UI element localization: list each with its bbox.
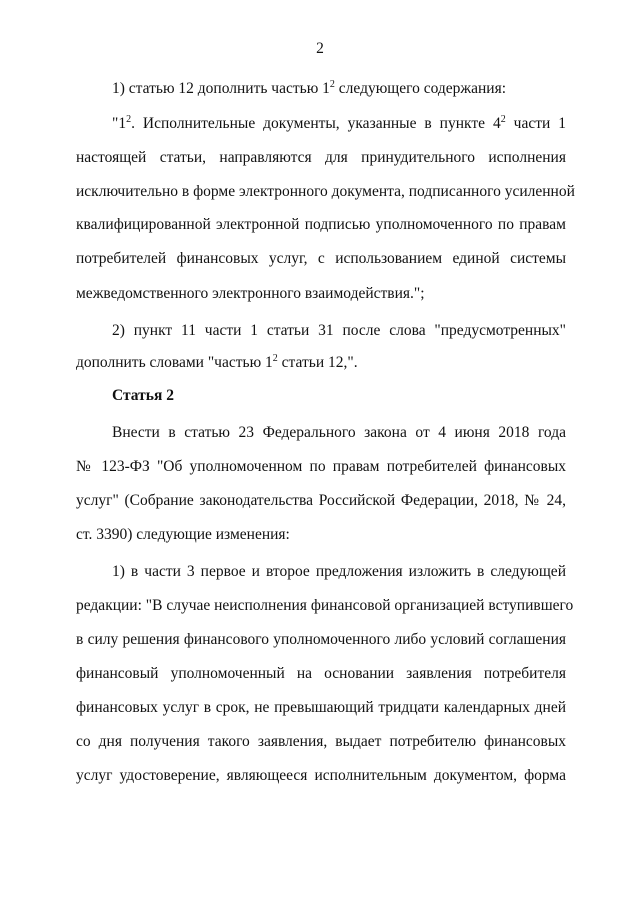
amendment-item-2-text: дополнить словами "частью 1 [76,354,273,371]
quote-open: "1 [112,115,127,132]
quote-first-suffix: части 1 [505,115,567,132]
quote-line: межведомственного электронного взаимодействия."; [76,285,425,302]
article-2-line: № 123-ФЗ "Об уполномоченном по правам потребителей финансовых [76,458,566,475]
amendment-item-3-line: редакции: "В случае неисполнения финансовой организацией вступившего [76,597,574,614]
article-2-line: Внести в статью 23 Федерального закона от 4 июня 2018 года [112,424,566,441]
quote-first-text: . Исполнительные документы, указанные в пункте 4 [131,115,501,132]
amendment-item-2-line: 2) пункт 11 части 1 статьи 31 после слова "предусмотренных" [112,322,566,339]
superscript: 2 [126,114,132,125]
superscript: 2 [500,114,506,125]
amendment-item-2-line [76,354,566,372]
amendment-item-3-line: со дня получения такого заявления, выдает потребителю финансовых [76,733,566,750]
article-heading: Статья 2 [112,387,174,404]
amendment-item-3-line: в силу решения финансового уполномоченного либо условий соглашения [76,631,566,648]
article-2-line: услуг" (Собрание законодательства Российской Федерации, 2018, № 24, [76,492,566,509]
quote-line: квалифицированной электронной подписью уполномоченного по правам [76,216,566,233]
amendment-item-1 [112,80,566,98]
amendment-item-1-suffix: следующего содержания: [334,80,507,97]
superscript: 2 [272,353,278,364]
quote-line: настоящей статьи, направляются для принудительного исполнения [76,149,566,166]
amendment-item-2-suffix: статьи 12,". [277,354,358,371]
page-number: 2 [316,40,324,57]
quote-line: исключительно в форме электронного документа, подписанного усиленной [76,183,575,200]
article-2-line: ст. 3390) следующие изменения: [76,526,290,543]
amendment-item-3-line: финансовый уполномоченный на основании заявления потребителя [76,665,566,682]
amendment-item-1-text: 1) статью 12 дополнить частью 1 [112,80,330,97]
amendment-item-3-line: услуг удостоверение, являющееся исполнительным документом, форма [76,767,566,784]
amendment-item-3-line: финансовых услуг в срок, не превышающий тридцати календарных дней [76,699,566,716]
quote-first-line [112,115,566,133]
quote-line: потребителей финансовых услуг, с использованием единой системы [76,250,566,267]
superscript: 2 [329,79,335,90]
amendment-item-3-line: 1) в части 3 первое и второе предложения изложить в следующей [112,563,566,580]
